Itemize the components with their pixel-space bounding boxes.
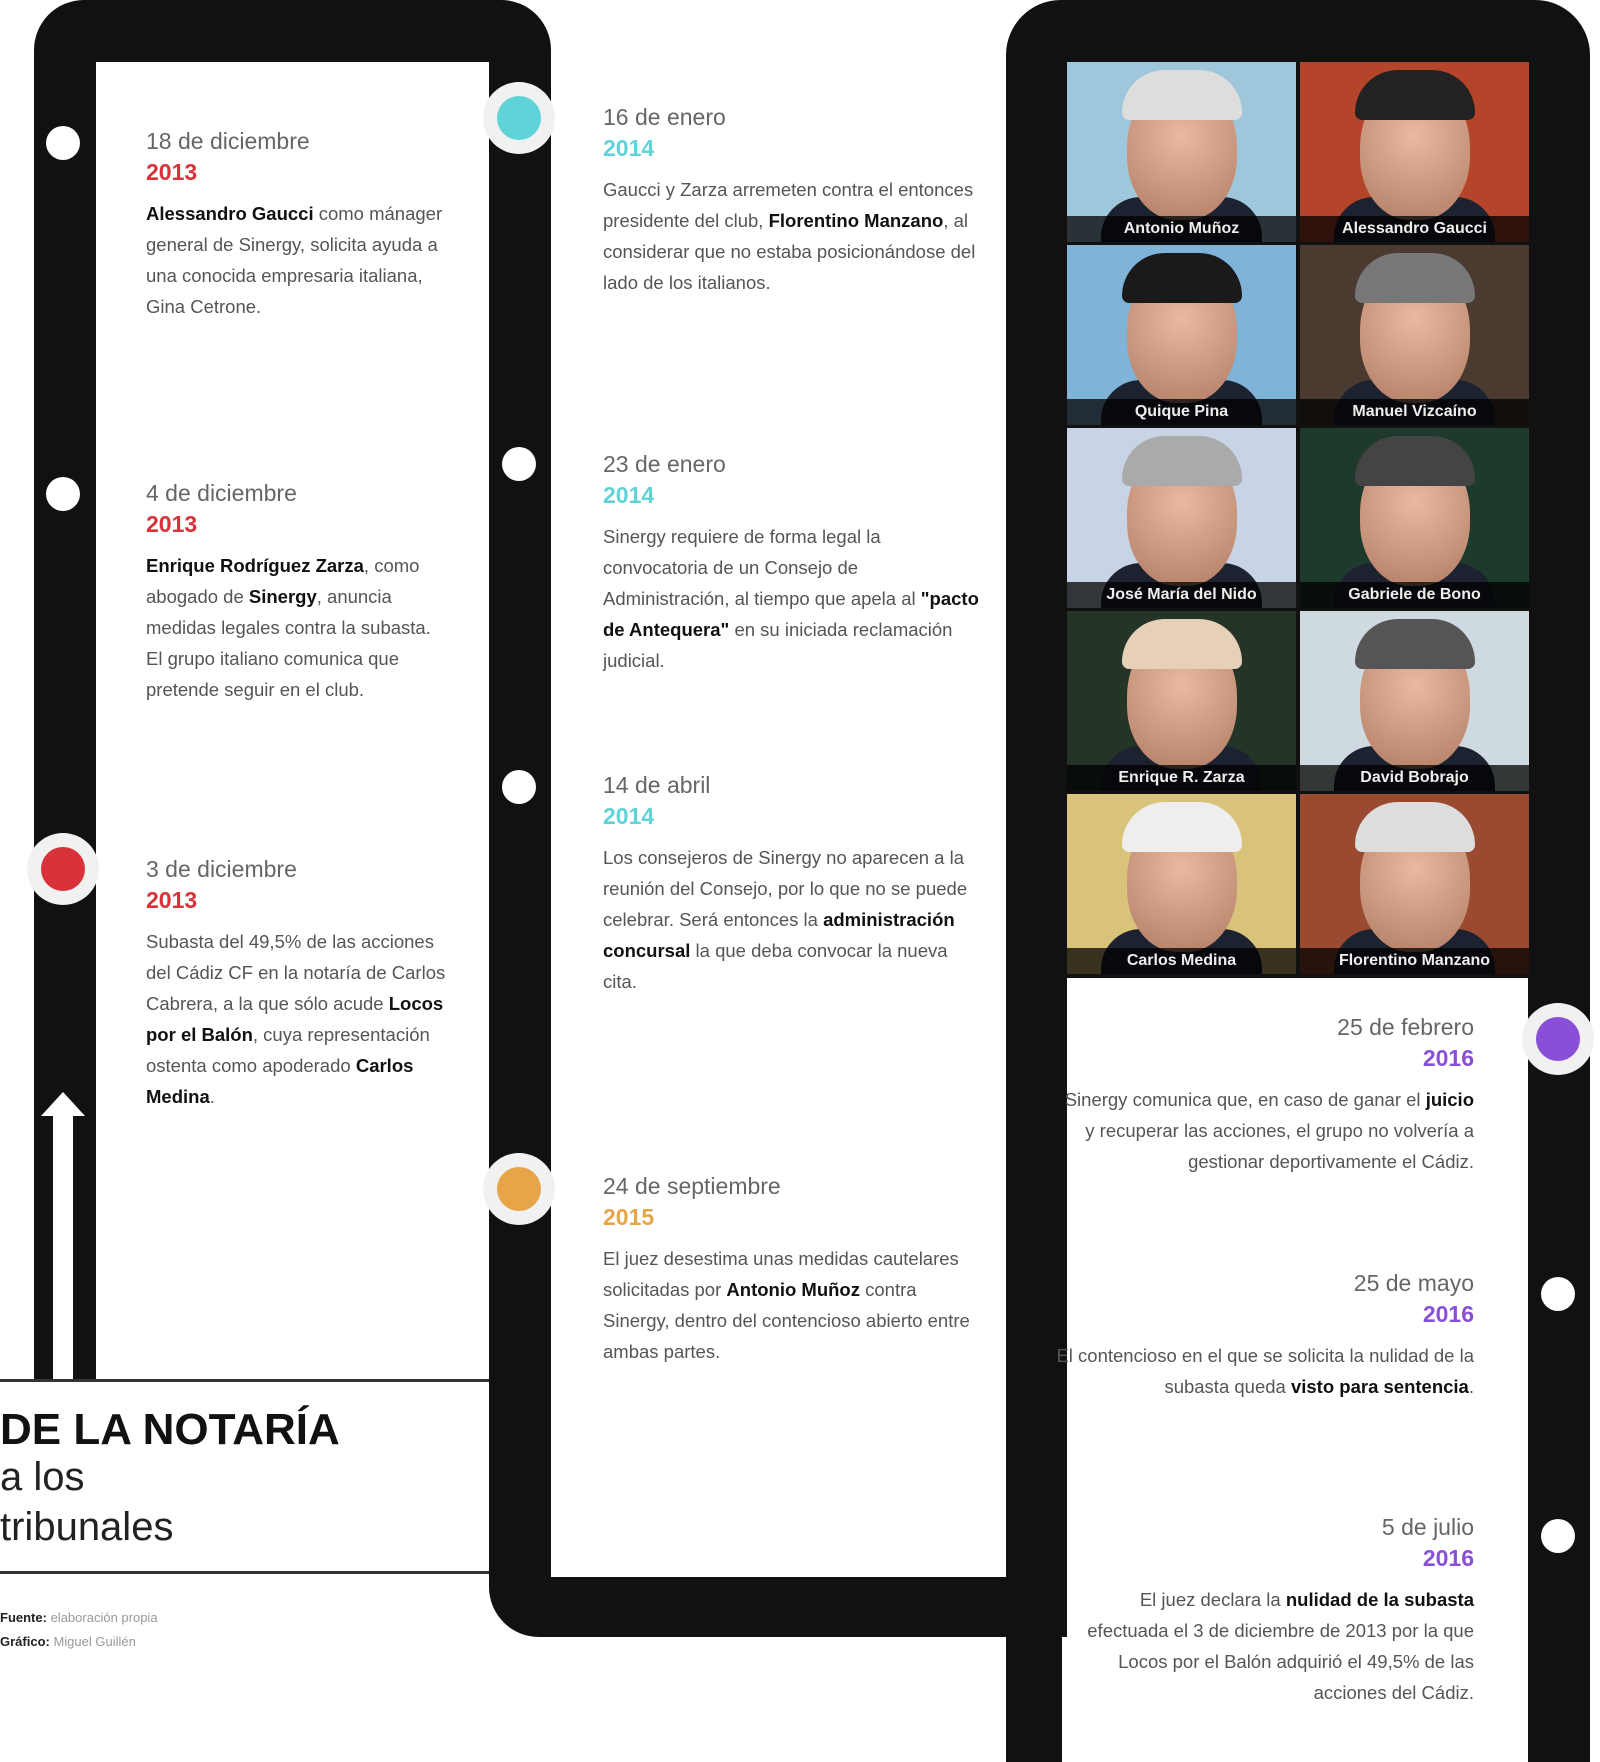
title-line2: a los <box>0 1455 85 1499</box>
entry-body <box>146 926 446 1112</box>
person-name: Florentino Manzano <box>1300 948 1529 974</box>
timeline-entry <box>146 478 446 705</box>
entry-date: 23 de enero <box>603 451 726 477</box>
person-name: Manuel Vizcaíno <box>1300 399 1529 425</box>
entry-highlight: Florentino Manzano <box>768 210 944 231</box>
entry-date: 18 de diciembre <box>146 128 310 154</box>
entry-text: , cuya representación ostenta como apoderado <box>146 1024 430 1076</box>
hair <box>1122 802 1242 852</box>
entry-text: en su iniciada reclamación judicial. <box>603 619 953 671</box>
entry-date: 25 de mayo <box>1353 1270 1474 1296</box>
entry-text: la que deba convocar la nueva cita. <box>603 940 948 992</box>
hair <box>1122 436 1242 486</box>
person-name: Quique Pina <box>1067 399 1296 425</box>
person-photo <box>1067 794 1296 974</box>
timeline-entry <box>1054 1512 1474 1708</box>
person-photo <box>1300 245 1529 425</box>
entry-text: Gaucci y Zarza arremeten contra el entonces presidente del club, <box>603 179 974 231</box>
person-photo <box>1300 611 1529 791</box>
timeline-dot-2015 <box>497 1167 541 1211</box>
entry-date: 4 de diciembre <box>146 480 297 506</box>
source-credit <box>0 1610 158 1625</box>
timeline-entry <box>146 854 446 1112</box>
person-name: Enrique R. Zarza <box>1067 765 1296 791</box>
entry-year: 2014 <box>603 135 655 161</box>
entry-highlight: juicio <box>1425 1089 1474 1110</box>
entry-year: 2013 <box>146 511 198 537</box>
entry-body <box>603 521 983 676</box>
entry-highlight: visto para sentencia <box>1290 1376 1469 1397</box>
entry-date: 14 de abril <box>603 772 711 798</box>
person-name: Alessandro Gaucci <box>1300 216 1529 242</box>
entry-body <box>146 550 446 705</box>
entry-year: 2013 <box>146 887 198 913</box>
entry-body <box>146 198 446 322</box>
entry-text: Sinergy comunica que, en caso de ganar el <box>1064 1089 1426 1110</box>
title-rule-bottom <box>0 1571 489 1574</box>
entry-body <box>603 842 983 997</box>
entry-text: como mánager general de Sinergy, solicita ayuda a una conocida empresaria italiana, Gina Cetrone. <box>146 203 443 317</box>
entry-text: Los consejeros de Sinergy no aparecen a la reunión del Consejo, por lo que no se puede celebrar. Será entonces la <box>603 847 968 930</box>
timeline-entry <box>1054 1268 1474 1402</box>
person-name: Carlos Medina <box>1067 948 1296 974</box>
timeline-dot-2013 <box>41 847 85 891</box>
hair <box>1355 253 1475 303</box>
timeline-entry <box>603 102 983 298</box>
timeline-entry <box>603 770 983 997</box>
entry-body <box>1054 1084 1474 1177</box>
hair <box>1122 70 1242 120</box>
timeline-dot <box>46 477 80 511</box>
entry-highlight: nulidad de la subasta <box>1285 1589 1474 1610</box>
person-photo <box>1067 428 1296 608</box>
entry-body <box>603 174 983 298</box>
entry-highlight: Sinergy <box>248 586 317 607</box>
graphic-credit <box>0 1634 136 1649</box>
entry-date: 5 de julio <box>1381 1514 1474 1540</box>
person-name: Gabriele de Bono <box>1300 582 1529 608</box>
entry-text: . <box>1468 1376 1474 1397</box>
person-photo <box>1300 794 1529 974</box>
entry-body <box>1054 1584 1474 1708</box>
hair <box>1355 70 1475 120</box>
entry-text: El juez desestima unas medidas cautelares solicitadas por <box>603 1248 959 1300</box>
timeline-dot <box>46 126 80 160</box>
entry-text: Subasta del 49,5% de las acciones del Cádiz CF en la notaría de Carlos Cabrera, a la que sólo acude <box>146 931 446 1014</box>
entry-text: , al considerar que no estaba posicionándose del lado de los italianos. <box>603 210 976 293</box>
person-name: Antonio Muñoz <box>1067 216 1296 242</box>
entry-year: 2016 <box>1422 1045 1474 1071</box>
entry-year: 2014 <box>603 803 655 829</box>
entry-date: 24 de septiembre <box>603 1173 781 1199</box>
entry-text: Sinergy requiere de forma legal la convocatoria de un Consejo de Administración, al tiempo que apela al <box>603 526 921 609</box>
entry-highlight: "pacto de Antequera" <box>603 588 979 640</box>
entry-highlight: Antonio Muñoz <box>726 1279 860 1300</box>
entry-date: 25 de febrero <box>1337 1014 1474 1040</box>
title-rule-top <box>0 1379 489 1382</box>
entry-year: 2013 <box>146 159 198 185</box>
entry-year: 2015 <box>603 1204 655 1230</box>
entry-highlight: administración concursal <box>603 909 955 961</box>
timeline-dot <box>502 770 536 804</box>
entry-highlight: Carlos Medina <box>146 1055 414 1107</box>
entry-highlight: Locos por el Balón <box>146 993 444 1045</box>
title-line3: tribunales <box>0 1505 174 1549</box>
entry-text: . <box>209 1086 215 1107</box>
source-label: Fuente: <box>0 1610 47 1625</box>
hair <box>1122 253 1242 303</box>
timeline-dot <box>502 447 536 481</box>
person-photo <box>1300 428 1529 608</box>
entry-text: , anuncia medidas legales contra la subasta. El grupo italiano comunica que pretende seguir en el club. <box>146 586 431 700</box>
graphic-value: Miguel Guillén <box>53 1634 136 1649</box>
entry-year: 2016 <box>1422 1301 1474 1327</box>
timeline-dot <box>1541 1277 1575 1311</box>
graphic-label: Gráfico: <box>0 1634 50 1649</box>
entry-text: , como abogado de <box>146 555 420 607</box>
timeline-entry <box>603 449 983 676</box>
entry-text: El contencioso en el que se solicita la nulidad de la subasta queda <box>1056 1345 1474 1397</box>
entry-date: 3 de diciembre <box>146 856 297 882</box>
entry-body <box>1054 1340 1474 1402</box>
entry-text: efectuada el 3 de diciembre de 2013 por la que Locos por el Balón adquirió el 49,5% de las acciones del Cádiz. <box>1087 1620 1474 1703</box>
arrow-up-icon <box>53 1110 73 1382</box>
source-value: elaboración propia <box>50 1610 158 1625</box>
person-name: David Bobrajo <box>1300 765 1529 791</box>
entry-year: 2014 <box>603 482 655 508</box>
arrow-head <box>41 1092 85 1116</box>
entry-body <box>603 1243 983 1367</box>
timeline-entry <box>1054 1012 1474 1177</box>
person-name: José María del Nido <box>1067 582 1296 608</box>
timeline-dot-2014 <box>497 96 541 140</box>
timeline-entry <box>146 126 446 322</box>
entry-date: 16 de enero <box>603 104 726 130</box>
person-photo <box>1300 62 1529 242</box>
timeline-dot <box>1541 1519 1575 1553</box>
hair <box>1355 436 1475 486</box>
entry-text: y recuperar las acciones, el grupo no volvería a gestionar deportivamente el Cádiz. <box>1085 1120 1474 1172</box>
timeline-entry <box>603 1171 983 1367</box>
hair <box>1355 619 1475 669</box>
person-photo <box>1067 62 1296 242</box>
person-photo <box>1067 611 1296 791</box>
timeline-dot-2016 <box>1536 1017 1580 1061</box>
hair <box>1355 802 1475 852</box>
entry-text: contra Sinergy, dentro del contencioso abierto entre ambas partes. <box>603 1279 970 1362</box>
entry-highlight: Alessandro Gaucci <box>146 203 314 224</box>
entry-highlight: Enrique Rodríguez Zarza <box>146 555 364 576</box>
entry-text: El juez declara la <box>1139 1589 1286 1610</box>
person-photo <box>1067 245 1296 425</box>
entry-year: 2016 <box>1422 1545 1474 1571</box>
hair <box>1122 619 1242 669</box>
title-main: DE LA NOTARÍA <box>0 1405 340 1454</box>
